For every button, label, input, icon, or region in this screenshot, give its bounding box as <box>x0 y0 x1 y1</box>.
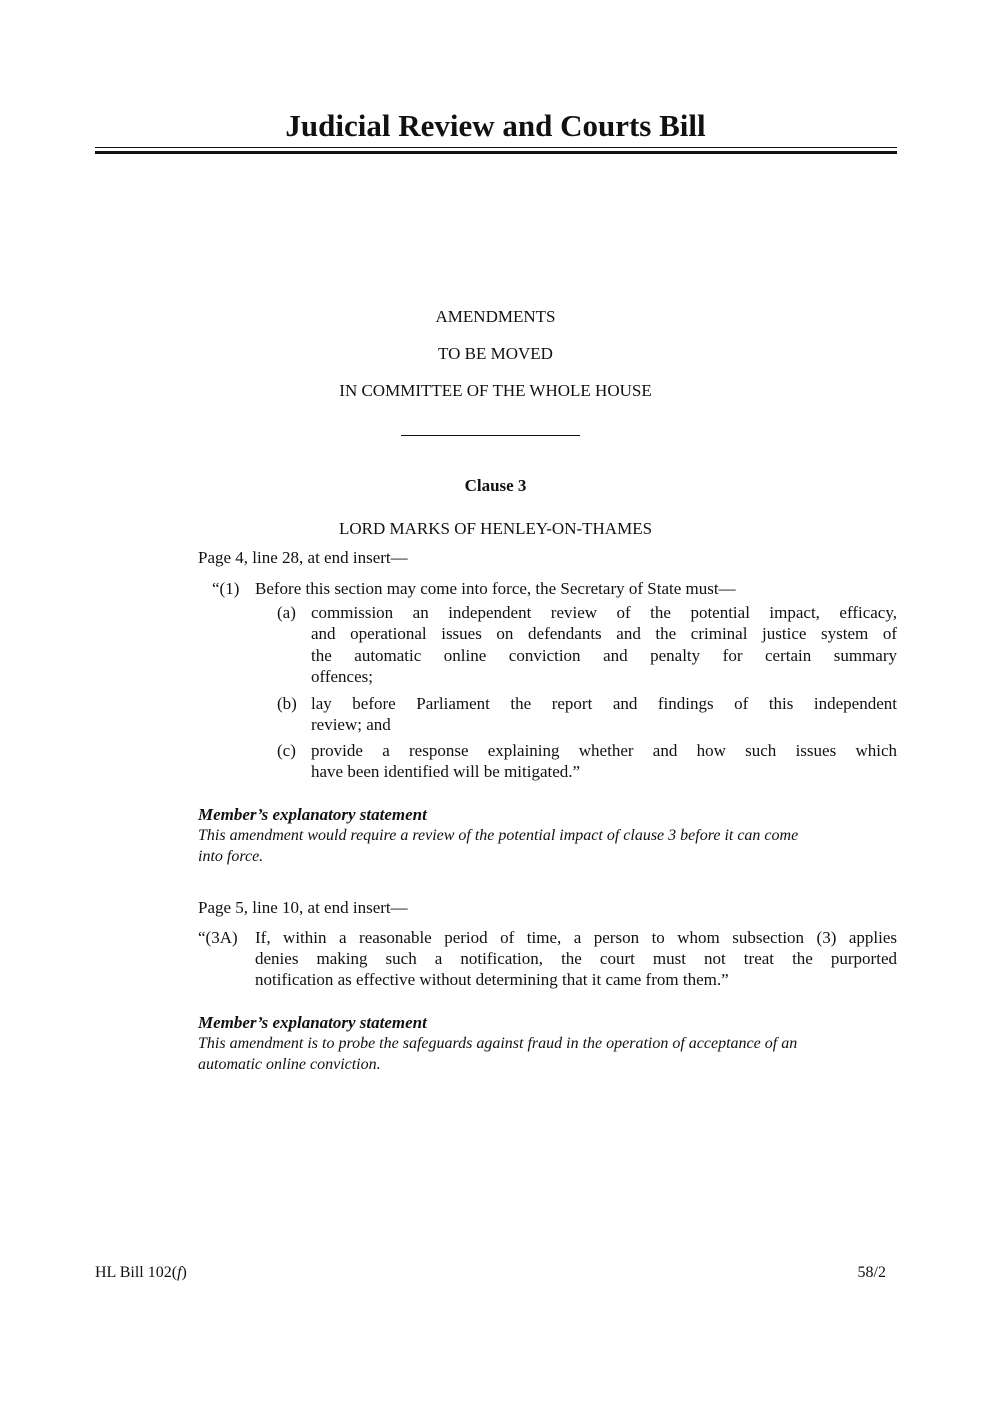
subsection-line: If, within a reasonable period of time, a person to whom subsection (3) applies <box>255 928 897 947</box>
subsection-label: “(3A) <box>198 928 238 947</box>
item-line: and operational issues on defendants and the criminal justice system of <box>311 624 897 643</box>
heading-line: TO BE MOVED <box>438 344 553 363</box>
item-line: the automatic online conviction and penalty for certain summary <box>311 646 897 665</box>
bill-number-suffix: f <box>177 1264 182 1281</box>
item-label: (b) <box>277 694 297 713</box>
item-line: lay before Parliament the report and findings of this independent <box>311 694 897 713</box>
subsection-text: Before this section may come into force, the Secretary of State must— <box>255 579 736 598</box>
subsection-line: notification as effective without determining that it came from them.” <box>255 970 729 989</box>
section-divider <box>401 435 580 436</box>
amendment-1-intro: Page 4, line 28, at end insert— <box>198 548 408 567</box>
title-rule-thick <box>95 151 897 154</box>
explanatory-statement-line: This amendment is to probe the safeguards against fraud in the operation of acceptance of an <box>198 1035 798 1052</box>
bill-number-prefix: HL Bill 102( <box>95 1264 178 1281</box>
item-label: (a) <box>277 603 296 622</box>
bill-number-close: ) <box>181 1264 187 1281</box>
clause-heading: Clause 3 <box>464 476 527 495</box>
explanatory-statement-line: This amendment would require a review of the potential impact of clause 3 before it can come <box>198 827 799 844</box>
item-line: commission an independent review of the potential impact, efficacy, <box>311 603 897 622</box>
item-line: have been identified will be mitigated.” <box>311 762 581 781</box>
explanatory-statement-line: into force. <box>198 848 264 865</box>
subsection-label: “(1) <box>212 579 240 598</box>
item-label: (c) <box>277 741 296 760</box>
page-reference: 58/2 <box>857 1264 886 1281</box>
document-title: Judicial Review and Courts Bill <box>285 108 706 143</box>
member-name: LORD MARKS OF HENLEY-ON-THAMES <box>338 519 653 538</box>
explanatory-statement-heading: Member’s explanatory statement <box>198 805 427 824</box>
item-line: provide a response explaining whether and how such issues which <box>311 741 897 760</box>
item-line: offences; <box>311 667 373 686</box>
explanatory-statement-line: automatic online conviction. <box>198 1056 381 1073</box>
heading-line: IN COMMITTEE OF THE WHOLE HOUSE <box>339 381 652 400</box>
heading-line: AMENDMENTS <box>435 307 556 326</box>
amendment-2-intro: Page 5, line 10, at end insert— <box>198 898 408 917</box>
subsection-line: denies making such a notification, the court must not treat the purported <box>255 949 897 968</box>
item-line: review; and <box>311 715 391 734</box>
title-rule-thin <box>95 147 897 148</box>
explanatory-statement-heading: Member’s explanatory statement <box>198 1013 427 1032</box>
bill-number <box>95 1263 187 1283</box>
